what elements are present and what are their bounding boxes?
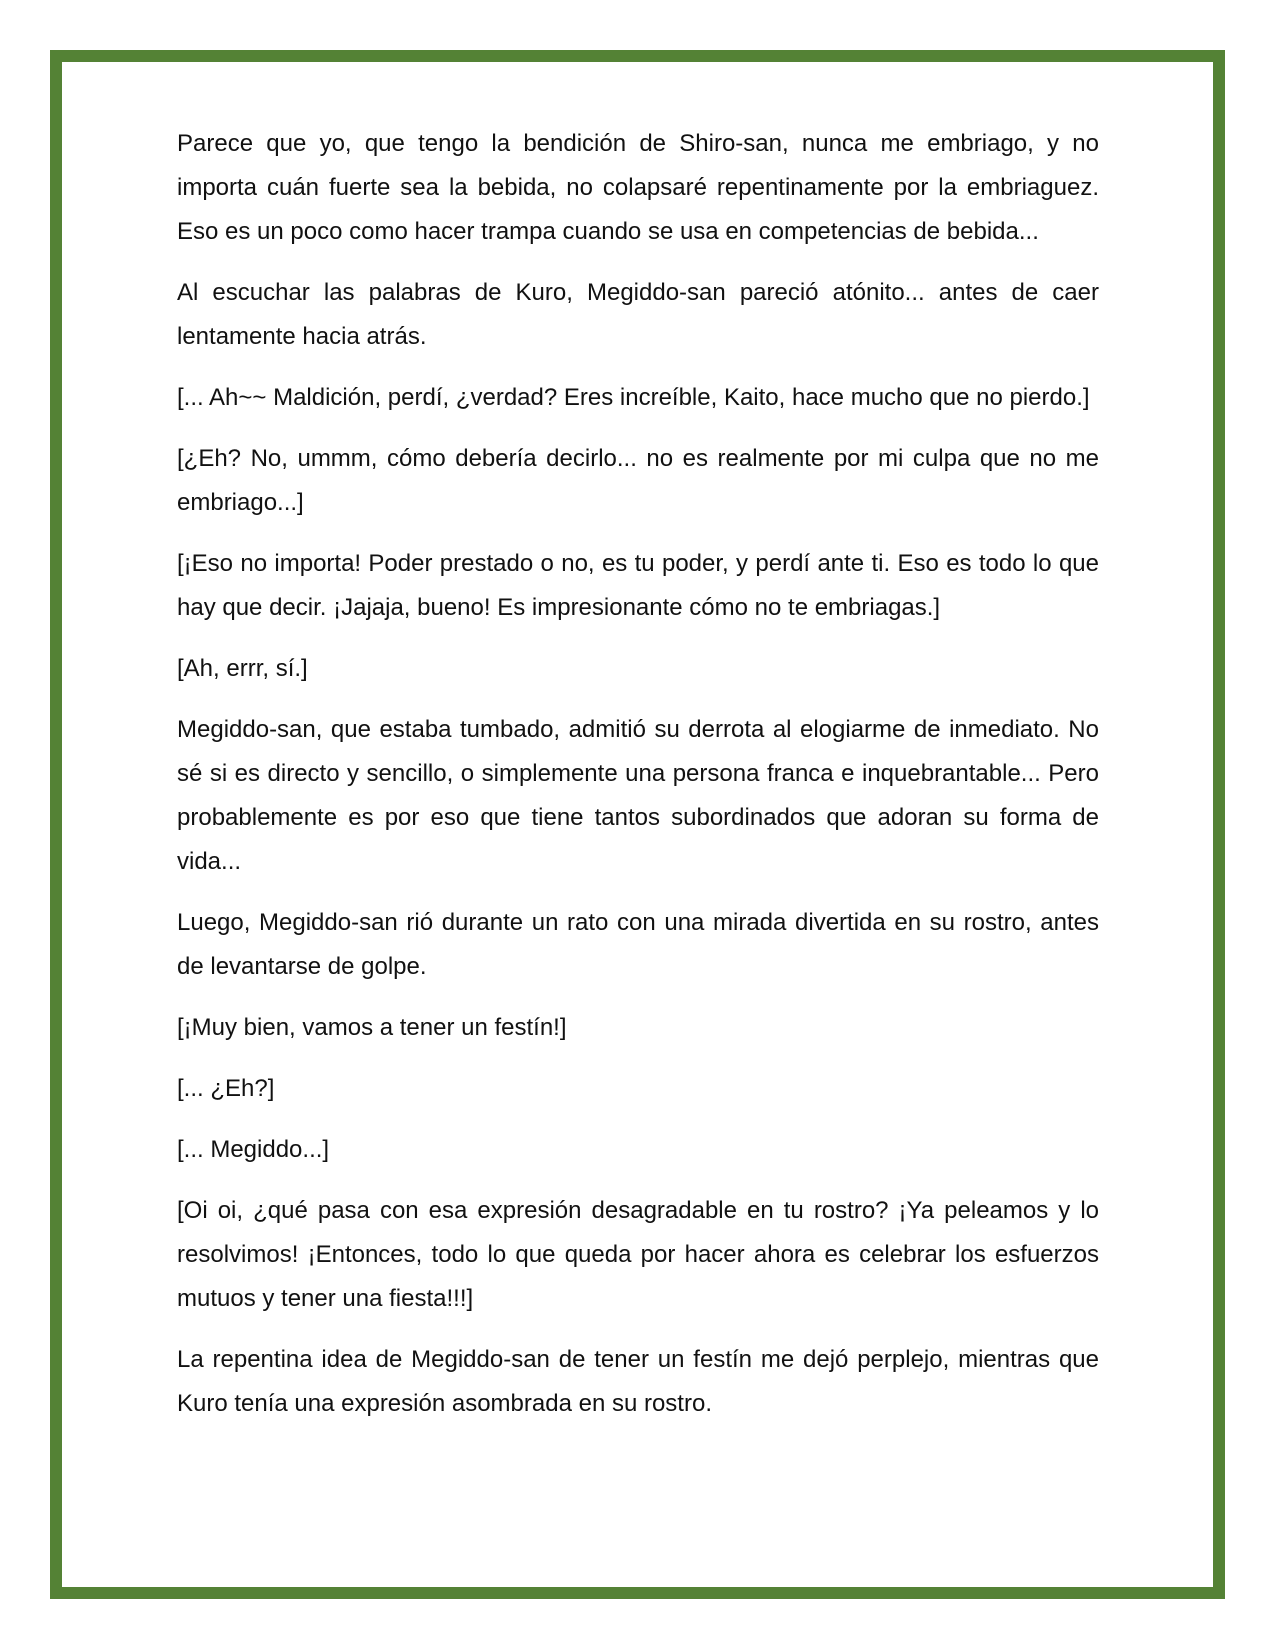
paragraph-6: [Ah, errr, sí.]: [177, 655, 308, 682]
paragraph-9: [¡Muy bien, vamos a tener un festín!]: [177, 1014, 567, 1041]
document-body: [177, 122, 1099, 1443]
paragraph-11: [... Megiddo...]: [177, 1136, 330, 1163]
paragraph-2: Al escuchar las palabras de Kuro, Megiddo-san pareció atónito... antes de caer lentamente hacia atrás.: [177, 279, 1099, 350]
paragraph-13: La repentina idea de Megiddo-san de tener un festín me dejó perplejo, mientras que Kuro tenía una expresión asombrada en su rostro.: [177, 1346, 1099, 1417]
paragraph-8: Luego, Megiddo-san rió durante un rato con una mirada divertida en su rostro, antes de levantarse de golpe.: [177, 909, 1099, 980]
paragraph-1: Parece que yo, que tengo la bendición de Shiro-san, nunca me embriago, y no importa cuán fuerte sea la bebida, no colapsaré repentinamente por la embriaguez. Eso es un poco como hacer trampa cuando se usa en competencias de bebida...: [177, 130, 1099, 245]
paragraph-10: [... ¿Eh?]: [177, 1075, 275, 1102]
paragraph-4: [¿Eh? No, ummm, cómo debería decirlo... no es realmente por mi culpa que no me embriago...]: [177, 445, 1099, 516]
paragraph-12: [Oi oi, ¿qué pasa con esa expresión desagradable en tu rostro? ¡Ya peleamos y lo resolvimos! ¡Entonces, todo lo que queda por hacer ahora es celebrar los esfuerzos mutuos y tener una fiesta!!!]: [177, 1197, 1099, 1312]
paragraph-3: [... Ah~~ Maldición, perdí, ¿verdad? Eres increíble, Kaito, hace mucho que no pierdo.]: [177, 384, 1090, 411]
paragraph-7: Megiddo-san, que estaba tumbado, admitió su derrota al elogiarme de inmediato. No sé si es directo y sencillo, o simplemente una persona franca e inquebrantable... Pero probablemente es por eso que tiene tantos subordinados que adoran su forma de vida...: [177, 716, 1099, 875]
paragraph-5: [¡Eso no importa! Poder prestado o no, es tu poder, y perdí ante ti. Eso es todo lo que hay que decir. ¡Jajaja, bueno! Es impresionante cómo no te embriagas.]: [177, 550, 1099, 621]
